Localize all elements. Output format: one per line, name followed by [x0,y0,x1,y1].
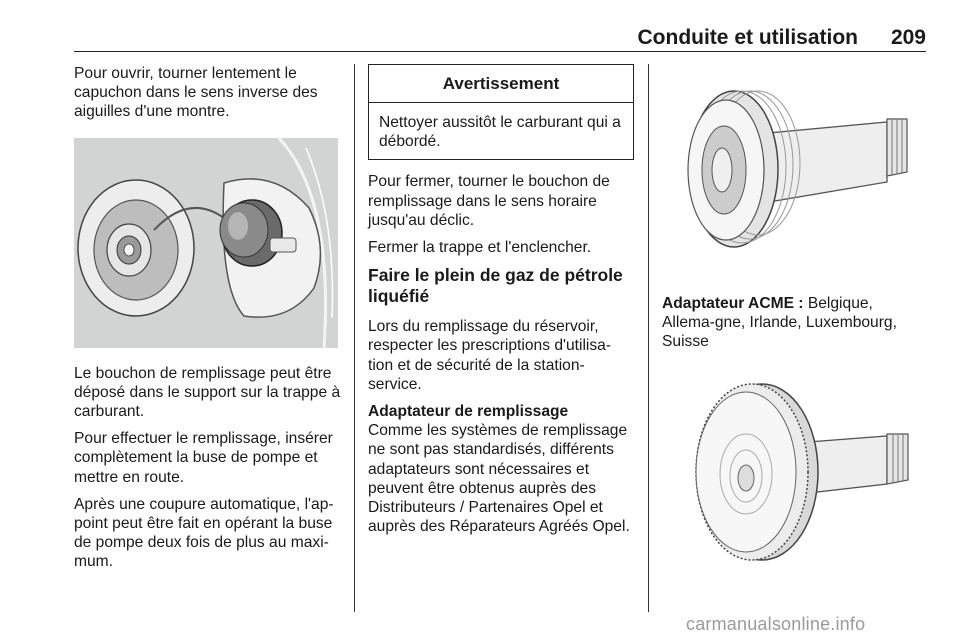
fuel-flap-illustration [74,138,338,348]
paragraph-adapters: Comme les systèmes de remplissage ne sont pas standardisés, différents adaptateurs sont nécessaires et peuvent être obtenus auprès des Distributeurs / Partenaires Opel et auprès des Réparateurs Agréés Opel. [368,422,630,536]
warning-body: Nettoyer aussitôt le carburant qui a débordé. [379,114,621,151]
lpg-heading: Faire le plein de gaz de pétrole liquéfié [368,265,623,307]
paragraph-close-cap: Pour fermer, tourner le bouchon de remplissage dans le sens horaire jusqu'au déclic. [368,173,610,229]
column-3 [662,64,926,574]
second-adapter-illustration [662,364,926,574]
acme-caption-label: Adaptateur ACME : [662,295,804,312]
watermark: carmanualsonline.info [686,614,866,634]
column-2 [368,64,634,544]
paragraph-cap-holder: Le bouchon de remplissage peut être déposé dans le support sur la trappe à carburant. [74,364,341,421]
paragraph-top-up: Après une coupure automatique, l'ap-point peut être fait en opérant la buse de pompe deux fois de plus au maxi-mum. [74,495,334,571]
acme-adapter-drawing [662,64,926,284]
acme-caption-countries: Belgique, Allema-gne, Irlande, Luxembourg, Suisse [662,295,897,351]
page-header [74,26,926,52]
column-divider-2 [648,64,649,612]
knurled-adapter-drawing [662,364,926,574]
fuel-cap-drawing [74,138,338,348]
column-1 [74,64,342,580]
section-title: Conduite et utilisation [637,26,858,49]
paragraph-open-cap: Pour ouvrir, tourner lentement le capuchon dans le sens inverse des aiguilles d'une montre. [74,65,318,121]
page-number: 209 [890,26,926,49]
paragraph-lpg-rules: Lors du remplissage du réservoir, respecter les prescriptions d'utilisa-tion et de sécurité de la station-service. [368,318,612,393]
paragraph-insert-nozzle: Pour effectuer le remplissage, insérer complètement la buse de pompe et mettre en route. [74,430,333,486]
acme-adapter-illustration [662,64,926,284]
column-divider-1 [354,64,355,612]
acme-caption [662,294,926,352]
adapter-subheading: Adaptateur de remplissage [368,403,569,421]
warning-title: Avertissement [369,65,633,103]
paragraph-close-flap: Fermer la trappe et l'enclencher. [368,239,592,257]
warning-box [368,64,634,160]
